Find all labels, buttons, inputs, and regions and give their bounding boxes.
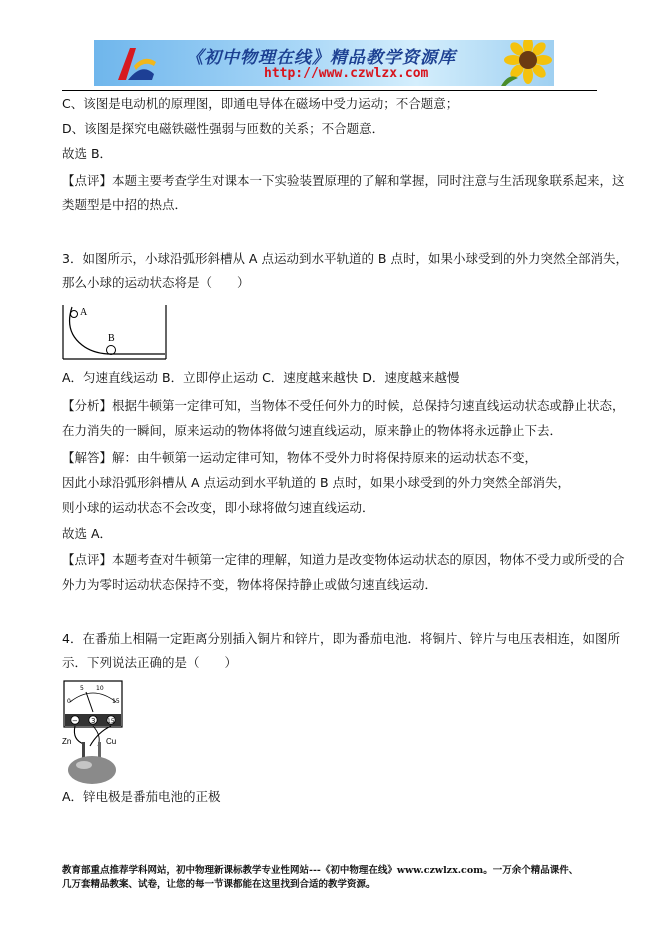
scale-0: 0 <box>67 698 71 705</box>
header-rule <box>62 90 597 91</box>
question-4-option-a: A．锌电极是番茄电池的正极 <box>62 789 221 804</box>
label-cu: Cu <box>106 737 117 746</box>
question-3-options: A．匀速直线运动 B．立即停止运动 C．速度越来越快 D．速度越来越慢 <box>62 370 460 385</box>
terminal-15: 15 <box>107 718 115 725</box>
question-3-stem: 3．如图所示，小球沿弧形斜槽从 A 点运动到水平轨道的 B 点时，如果小球受到的外力突然全部消失， <box>62 251 628 266</box>
terminal-3: 3 <box>91 717 96 725</box>
text-line: 外力为零时运动状态保持不变，物体将保持静止或做匀速直线运动． <box>62 577 438 592</box>
footer-line: 几万套精品教案、试卷，让您的每一节课都能在这里找到合适的教学资源。 <box>62 879 376 890</box>
question-3-stem: 那么小球的运动状态将是（ ） <box>62 275 250 290</box>
text-line: 故选 B． <box>62 146 113 161</box>
question-4-stem: 4．在番茄上相隔一定距离分别插入铜片和锌片，即为番茄电池．将铜片、锌片与电压表相连，如图所 <box>62 631 620 646</box>
track-figure <box>62 303 168 361</box>
scale-5: 5 <box>80 685 84 692</box>
tomato-battery-figure <box>62 680 126 786</box>
ball-a <box>71 311 78 318</box>
text-line: D、该图是探究电磁铁磁性强弱与匝数的关系；不合题意． <box>62 121 385 136</box>
text-line: 因此小球沿弧形斜槽从 A 点运动到水平轨道的 B 点时，如果小球受到的外力突然全部消失， <box>62 475 571 490</box>
terminal-minus: − <box>72 717 78 725</box>
header-banner <box>94 40 554 86</box>
tomato <box>68 756 116 784</box>
text-line: 【解答】解：由牛顿第一运动定律可知，物体不受外力时将保持原来的运动状态不变， <box>62 450 538 465</box>
site-url[interactable]: http://www.czwlzx.com <box>264 66 429 81</box>
scale-10: 10 <box>96 685 104 692</box>
sunflower-icon <box>494 40 554 86</box>
text-line: 【分析】根据牛顿第一定律可知，当物体不受任何外力的时候，总保持匀速直线运动状态或静止状态， <box>62 398 625 413</box>
label-b: B <box>108 333 115 344</box>
scale-15: 15 <box>112 698 120 705</box>
text-line: 【点评】本题主要考查学生对课本一下实验装置原理的了解和掌握，同时注意与生活现象联系起来，这 <box>62 173 625 188</box>
ball-b <box>107 346 116 355</box>
label-a: A <box>80 307 88 318</box>
text-line: 则小球的运动状态不会改变，即小球将做匀速直线运动． <box>62 500 375 515</box>
text-line: 故选 A． <box>62 526 113 541</box>
text-line: 在力消失的一瞬间，原来运动的物体将做匀速直线运动，原来静止的物体将永远静止下去． <box>62 423 563 438</box>
text-line: 类题型是中招的热点． <box>62 197 188 212</box>
label-zn: Zn <box>62 737 72 746</box>
text-line: 【点评】本题考查对牛顿第一定律的理解，知道力是改变物体运动状态的原因，物体不受力或所受的合 <box>62 552 625 567</box>
text-line: C、该图是电动机的原理图，即通电导体在磁场中受力运动；不合题意； <box>62 96 459 111</box>
question-4-stem: 示．下列说法正确的是（ ） <box>62 655 238 670</box>
footer-line: 教育部重点推荐学科网站，初中物理新课标教学专业性网站---《初中物理在线》www.czwlzx.com。一万余个精品课件、 <box>62 865 579 876</box>
site-logo-icon <box>112 44 158 84</box>
site-title: 《初中物理在线》精品教学资源库 <box>186 48 456 68</box>
